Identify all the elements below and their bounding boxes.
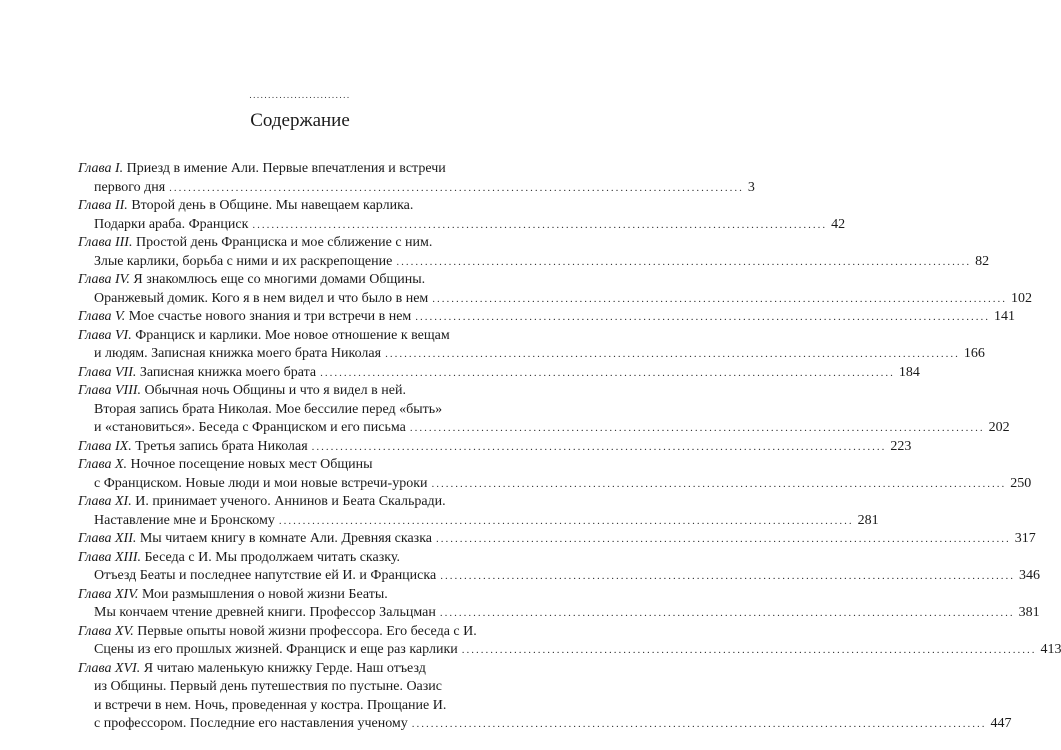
page-title: Содержание: [250, 110, 350, 131]
toc-entry[interactable]: [78, 271, 1033, 308]
page-number: 346: [1018, 568, 1040, 583]
toc-entry-text: Глава I. Приезд в имение Али. Первые впечатления и встречи: [78, 161, 446, 176]
toc-entry-line: [78, 179, 755, 198]
page-number: 447: [990, 716, 1012, 731]
page-number: 317: [1014, 531, 1036, 546]
dot-leader: .........................................................................................................................: [432, 292, 1008, 305]
chapter-label: Глава X.: [78, 457, 128, 472]
dot-leader: .........................................................................................................................: [436, 533, 1011, 545]
toc-entry[interactable]: [78, 623, 1061, 660]
toc-entry-text: Глава III. Простой день Франциска и мое сближение с ним.: [78, 235, 433, 250]
page-number: 42: [831, 216, 846, 232]
chapter-label: Глава VI.: [78, 327, 132, 343]
toc-entry-line: [78, 475, 1032, 494]
toc-entry[interactable]: [78, 234, 990, 271]
toc-entry-text: Глава IV. Я знакомлюсь еще со многими домами Общины.: [78, 272, 426, 287]
toc-entry-line: [78, 697, 524, 716]
chapter-label: Глава XIII.: [78, 549, 142, 565]
dot-leader: .........................................................................................................................: [320, 366, 895, 379]
dot-leader: .........................................................................................................................: [431, 477, 1007, 490]
chapter-label: Глава II.: [78, 198, 128, 213]
dot-leader: .........................................................................................................................: [385, 348, 960, 360]
toc-entry-text: Глава XII. Мы читаем книгу в комнате Али. Древняя сказка: [78, 531, 433, 546]
toc-entry-text: первого дня: [94, 179, 166, 195]
toc-entry-text: и «становиться». Беседа с Франциском и его письма: [94, 420, 406, 435]
chapter-label: Глава VII.: [78, 364, 137, 380]
toc-entry-line: [78, 530, 1036, 549]
page-number: 141: [994, 309, 1016, 324]
toc-entry-line: [78, 715, 1012, 734]
toc-entry-text: Глава VII. Записная книжка моего брата: [78, 364, 317, 380]
toc-entry-line: [78, 382, 524, 401]
dot-leader: .........................................................................................................................: [278, 514, 854, 527]
dot-leader: .........................................................................................................................: [440, 570, 1015, 582]
dot-leader: .........................................................................................................................: [415, 311, 991, 323]
page-number: 202: [988, 420, 1010, 435]
toc-entry[interactable]: [78, 308, 1016, 327]
toc-entry-line: [78, 512, 879, 531]
toc-entry[interactable]: [78, 493, 879, 530]
toc-entry-line: [78, 456, 524, 475]
dot-leader: .........................................................................................................................: [169, 181, 744, 194]
toc-entry-line: [78, 549, 524, 568]
chapter-label: Глава I.: [78, 161, 124, 176]
toc-entry-line: [78, 623, 524, 642]
chapter-label: Глава XI.: [78, 494, 132, 509]
toc-entry-text: Глава X. Ночное посещение новых мест Общины: [78, 457, 373, 472]
toc-entry-line: [78, 253, 990, 272]
page-number: 82: [975, 253, 990, 269]
toc-entry-line: [78, 327, 524, 346]
toc-entry-text: Глава V. Мое счастье нового знания и три встречи в нем: [78, 309, 412, 324]
toc-entry-text: Глава VI. Франциск и карлики. Мое новое отношение к вещам: [78, 327, 450, 343]
page-number: 102: [1011, 290, 1033, 306]
toc-entry-text: Наставление мне и Бронскому: [94, 512, 275, 528]
toc-entry-text: Глава VIII. Обычная ночь Общины и что я видел в ней.: [78, 383, 406, 398]
toc-entry-text: Глава XI. И. принимает ученого. Аннинов и Беата Скальради.: [78, 494, 446, 509]
dot-leader: .........................................................................................................................: [252, 218, 828, 231]
chapter-label: Глава VIII.: [78, 383, 142, 398]
toc-entry[interactable]: [78, 456, 1032, 493]
page-number: 281: [857, 512, 879, 528]
toc-entry-text: с профессором. Последние его наставления ученому: [94, 716, 408, 731]
toc-entry[interactable]: [78, 660, 1012, 734]
toc-entry[interactable]: [78, 364, 920, 383]
toc-entry-line: [78, 493, 524, 512]
toc-entry-line: [78, 345, 985, 364]
chapter-label: Глава XVI.: [78, 660, 141, 676]
toc-entry-text: из Общины. Первый день путешествия по пустыне. Оазис: [94, 679, 443, 694]
page-number: 413: [1040, 642, 1061, 657]
chapter-label: Глава XV.: [78, 623, 134, 639]
toc-entry-text: Глава II. Второй день в Общине. Мы навещаем карлика.: [78, 198, 414, 213]
chapter-label: Глава III.: [78, 235, 133, 250]
toc-entry-text: Глава XIII. Беседа с И. Мы продолжаем читать сказку.: [78, 549, 400, 565]
toc-entry-text: Глава XV. Первые опыты новой жизни профессора. Его беседа с И.: [78, 623, 477, 639]
page-number: 3: [747, 179, 755, 195]
toc-entry-line: [78, 234, 524, 253]
table-of-contents: [78, 160, 1061, 734]
toc-entry-line: [78, 197, 524, 216]
dot-leader: .........................................................................................................................: [396, 255, 972, 268]
toc-entry-line: [78, 216, 846, 235]
toc-entry-text: Мы кончаем чтение древней книги. Профессор Зальцман: [94, 605, 436, 620]
dot-leader: .........................................................................................................................: [439, 607, 1015, 619]
toc-entry-line: [78, 160, 524, 179]
dot-leader: .........................................................................................................................: [461, 644, 1037, 656]
toc-entry-line: [78, 660, 524, 679]
toc-entry-text: Сцены из его прошлых жизней. Франциск и еще раз карлики: [94, 642, 458, 657]
toc-entry[interactable]: [78, 586, 1040, 623]
toc-entry-text: Вторая запись брата Николая. Мое бессилие перед «быть»: [94, 401, 443, 417]
toc-entry-line: [78, 641, 1061, 660]
toc-entry-text: Злые карлики, борьба с ними и их раскрепощение: [94, 253, 393, 269]
dot-leader: .........................................................................................................................: [311, 440, 887, 453]
toc-entry[interactable]: [78, 530, 1036, 549]
chapter-label: Глава V.: [78, 309, 126, 324]
chapter-label: Глава XII.: [78, 531, 137, 546]
toc-entry-line: [78, 419, 1010, 438]
toc-entry-text: Подарки араба. Франциск: [94, 216, 249, 232]
toc-entry-line: [78, 364, 920, 383]
toc-entry-line: [78, 567, 1040, 586]
page-number: 223: [890, 438, 912, 454]
page-number: 166: [963, 346, 985, 361]
toc-entry[interactable]: [78, 160, 755, 197]
toc-entry-line: [78, 290, 1033, 309]
toc-entry-text: Глава XVI. Я читаю маленькую книжку Герде. Наш отъезд: [78, 660, 426, 676]
toc-entry-line: [78, 308, 1016, 327]
toc-entry-text: с Франциском. Новые люди и мои новые встречи-уроки: [94, 475, 428, 491]
chapter-label: Глава IV.: [78, 272, 130, 287]
toc-entry-text: Глава IX. Третья запись брата Николая: [78, 438, 308, 454]
toc-entry-line: [78, 271, 524, 290]
ornament-divider: ...........................: [249, 90, 351, 100]
toc-entry-line: [78, 604, 1040, 623]
toc-entry-line: [78, 678, 524, 697]
chapter-label: Глава XIV.: [78, 586, 139, 602]
toc-entry-line: [78, 438, 912, 457]
page-number: 381: [1018, 605, 1040, 620]
toc-entry[interactable]: [78, 549, 1040, 586]
toc-entry-line: [78, 401, 524, 420]
toc-entry-text: Отъезд Беаты и последнее напутствие ей И. и Франциска: [94, 568, 437, 583]
toc-entry-text: Глава XIV. Мои размышления о новой жизни Беаты.: [78, 586, 388, 602]
toc-entry[interactable]: [78, 197, 846, 234]
toc-entry-line: [78, 586, 524, 605]
dot-leader: .........................................................................................................................: [409, 422, 985, 434]
toc-entry[interactable]: [78, 438, 912, 457]
page-number: 250: [1010, 475, 1032, 491]
dot-leader: .........................................................................................................................: [411, 718, 987, 730]
toc-entry-text: и людям. Записная книжка моего брата Николая: [94, 346, 382, 361]
toc-entry-text: и встречи в нем. Ночь, проведенная у костра. Прощание И.: [94, 697, 447, 713]
toc-entry[interactable]: [78, 327, 985, 364]
chapter-label: Глава IX.: [78, 438, 132, 454]
toc-entry[interactable]: [78, 382, 1010, 438]
page-number: 184: [898, 364, 920, 380]
toc-entry-text: Оранжевый домик. Кого я в нем видел и что было в нем: [94, 290, 429, 306]
